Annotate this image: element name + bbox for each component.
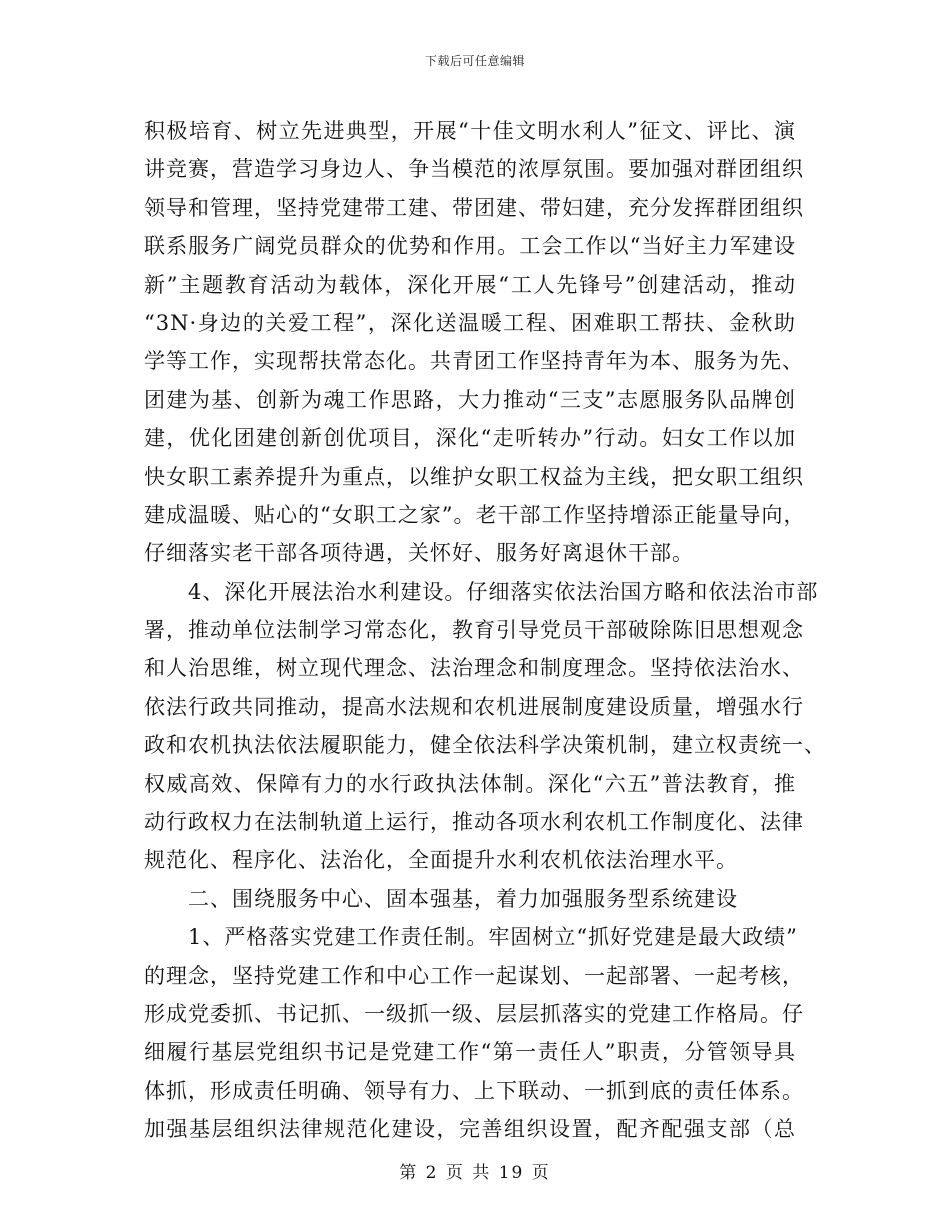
text-line: 新”主题教育活动为载体，深化开展“工人先锋号”创建活动，推动 [144,272,796,297]
text-line: 快女职工素养提升为重点，以维护女职工权益为主线，把女职工组织 [144,464,804,489]
text-line: 1、严格落实党建工作责任制。牢固树立“抓好党建是最大政绩” [144,925,798,950]
text-line: 权威高效、保障有力的水行政执法体制。深化“六五”普法教育，推 [144,771,796,796]
text-line: 二、围绕服务中心、固本强基，着力加强服务型系统建设 [144,886,738,911]
text-line: 4、深化开展法治水利建设。仔细落实依法治国方略和依法治市部 [144,579,819,604]
page-header: 下载后可任意编辑 [424,54,525,68]
text-line: 动行政权力在法制轨道上运行，推动各项水利农机工作制度化、法律 [144,810,804,835]
text-line: 团建为基、创新为魂工作思路，大力推动“三支”志愿服务队品牌创 [144,387,796,412]
text-line: 讲竞赛，营造学习身边人、争当模范的浓厚氛围。要加强对群团组织 [144,157,804,182]
text-line: 加强基层组织法律规范化建设，完善组织设置，配齐配强支部（总 [144,1117,796,1142]
document-body [144,112,826,1149]
text-line: 建，优化团建创新创优项目，深化“走听转办”行动。妇女工作以加 [144,426,796,451]
text-line: 细履行基层党组织书记是党建工作“第一责任人”职责，分管领导具 [144,1040,796,1065]
page-footer: 第 2 页 共 19 页 [399,1163,551,1183]
text-line: 联系服务广阔党员群众的优势和作用。工会工作以“当好主力军建设 [144,234,796,259]
text-line: 的理念，坚持党建工作和中心工作一起谋划、一起部署、一起考核， [144,963,804,988]
text-line: 依法行政共同推动，提高水法规和农机进展制度建设质量，增强水行 [144,694,804,719]
text-line: 政和农机执法依法履职能力，健全依法科学决策机制，建立权责统一、 [144,733,826,758]
text-line: 体抓，形成责任明确、领导有力、上下联动、一抓到底的责任体系。 [144,1078,804,1103]
text-line: 形成党委抓、书记抓、一级抓一级、层层抓落实的党建工作格局。仔 [144,1001,804,1026]
text-line: 学等工作，实现帮扶常态化。共青团工作坚持青年为本、服务为先、 [144,349,804,374]
text-line: 积极培育、树立先进典型，开展“十佳文明水利人”征文、评比、演 [144,119,796,143]
text-line: 署，推动单位法制学习常态化，教育引导党员干部破除陈旧思想观念 [144,618,804,643]
text-line: 规范化、程序化、法治化，全面提升水利农机依法治理水平。 [144,848,738,873]
text-line: 仔细落实老干部各项待遇，关怀好、服务好离退休干部。 [144,541,694,566]
text-line: 领导和管理，坚持党建带工建、带团建、带妇建，充分发挥群团组织 [144,195,804,220]
text-line: 建成温暖、贴心的“女职工之家”。老干部工作坚持增添正能量导向， [144,502,806,527]
text-line: “3N·身边的关爱工程”，深化送温暖工程、困难职工帮扶、金秋助 [144,310,796,335]
text-line: 和人治思维，树立现代理念、法治理念和制度理念。坚持依法治水、 [144,656,804,681]
